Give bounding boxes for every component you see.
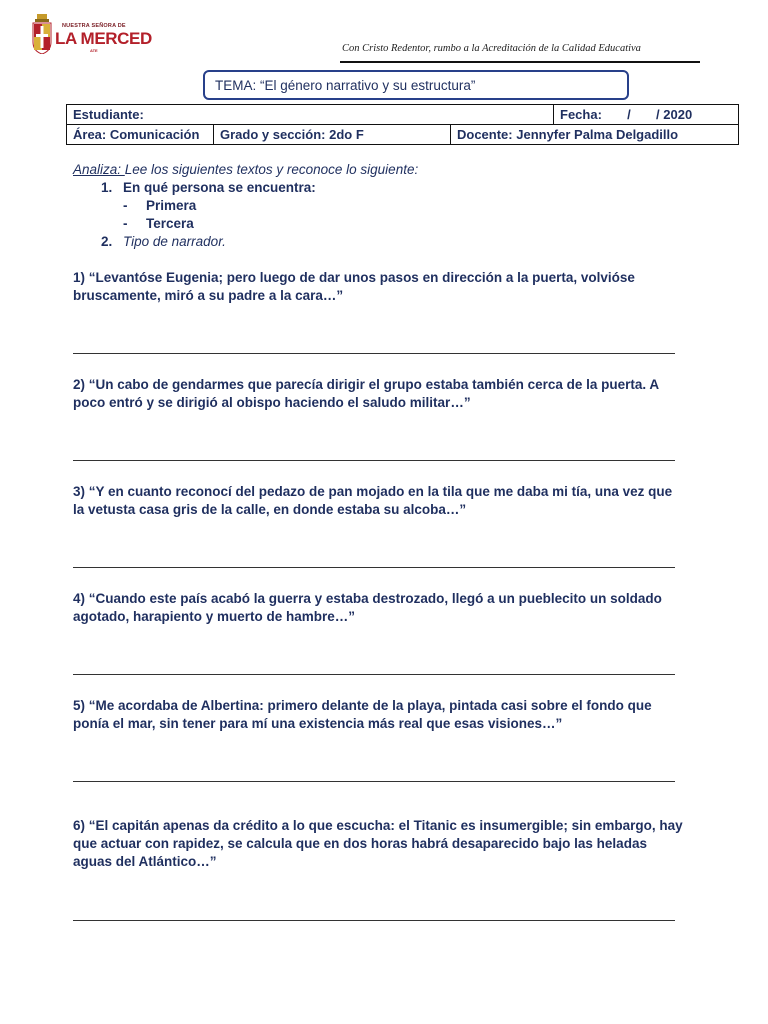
- question-5: [73, 697, 683, 733]
- list-item: [123, 216, 194, 231]
- area-value: Área: Comunicación: [73, 127, 200, 142]
- answer-line-2[interactable]: [73, 460, 675, 461]
- teacher-value: Docente: Jennyfer Palma Delgadillo: [457, 127, 679, 142]
- answer-line-6[interactable]: [73, 920, 675, 921]
- date-year: / 2020: [656, 107, 693, 122]
- dash-marker: -: [123, 198, 128, 213]
- question-4: [73, 590, 683, 626]
- answer-line-4[interactable]: [73, 674, 675, 675]
- question-text: 1) “Levantóse Eugenia; pero luego de dar unos pasos en dirección a la puerta, volvióse bruscamente, miró a su padre a la cara…”: [73, 270, 635, 303]
- topic-title: TEMA: “El género narrativo y su estructura”: [215, 78, 476, 93]
- instructions-text: Lee los siguientes textos y reconoce lo siguiente:: [124, 162, 419, 177]
- student-field[interactable]: [67, 105, 554, 125]
- question-text: 2) “Un cabo de gendarmes que parecía dirigir el grupo estaba también cerca de la puerta. A poco entró y se dirigió al obispo haciendo el saludo militar…”: [73, 377, 659, 410]
- header-divider: [340, 61, 700, 63]
- list-item: [123, 198, 197, 213]
- instructions-lead: Analiza:: [73, 162, 125, 177]
- crest-icon: [32, 14, 52, 54]
- question-text: 6) “El capitán apenas da crédito a lo que escucha: el Titanic es insumergible; sin embargo, hay que actuar con rapidez, se calcula que en dos horas habrá desaparecido bajo las heladas aguas del Atlántico…”: [73, 818, 683, 869]
- list-item: [101, 234, 226, 249]
- topic-box: [203, 70, 629, 100]
- list-item: [101, 180, 316, 195]
- date-slash: /: [627, 107, 631, 122]
- list-text: Tipo de narrador.: [123, 234, 226, 249]
- student-info-table: [66, 104, 739, 145]
- list-text: En qué persona se encuentra:: [123, 180, 316, 195]
- date-label: Fecha:: [560, 107, 602, 122]
- table-row: [67, 105, 739, 125]
- list-text: Tercera: [146, 216, 194, 231]
- table-row: [67, 125, 739, 145]
- logo-subtitle: ATE: [90, 48, 98, 53]
- instructions: [73, 162, 418, 177]
- answer-line-1[interactable]: [73, 353, 675, 354]
- question-text: 5) “Me acordaba de Albertina: primero delante de la playa, pintada casi sobre el fondo que ponía el mar, sin tener para mí una existencia más real que esas visiones…”: [73, 698, 652, 731]
- question-1: [73, 269, 683, 305]
- student-label: Estudiante:: [73, 107, 144, 122]
- question-2: [73, 376, 683, 412]
- teacher-cell: [451, 125, 739, 145]
- list-number: 1.: [101, 180, 113, 195]
- motto: Con Cristo Redentor, rumbo a la Acreditación de la Calidad Educativa: [342, 43, 641, 54]
- logo-title: LA MERCED: [55, 29, 152, 48]
- dash-marker: -: [123, 216, 128, 231]
- question-text: 4) “Cuando este país acabó la guerra y estaba destrozado, llegó a un pueblecito un soldado agotado, harapiento y muerto de hambre…”: [73, 591, 662, 624]
- list-number: 2.: [101, 234, 113, 249]
- list-text: Primera: [146, 198, 197, 213]
- school-logo: [30, 14, 152, 58]
- logo-caption: NUESTRA SEÑORA DE: [62, 23, 126, 29]
- question-3: [73, 483, 683, 519]
- question-6: [73, 817, 683, 871]
- grade-cell: [214, 125, 451, 145]
- area-cell: [67, 125, 214, 145]
- grade-value: Grado y sección: 2do F: [220, 127, 364, 142]
- date-field[interactable]: [554, 105, 739, 125]
- question-text: 3) “Y en cuanto reconocí del pedazo de pan mojado en la tila que me daba mi tía, una vez que la vetusta casa gris de la calle, en donde estaba su alcoba…”: [73, 484, 673, 517]
- answer-line-5[interactable]: [73, 781, 675, 782]
- answer-line-3[interactable]: [73, 567, 675, 568]
